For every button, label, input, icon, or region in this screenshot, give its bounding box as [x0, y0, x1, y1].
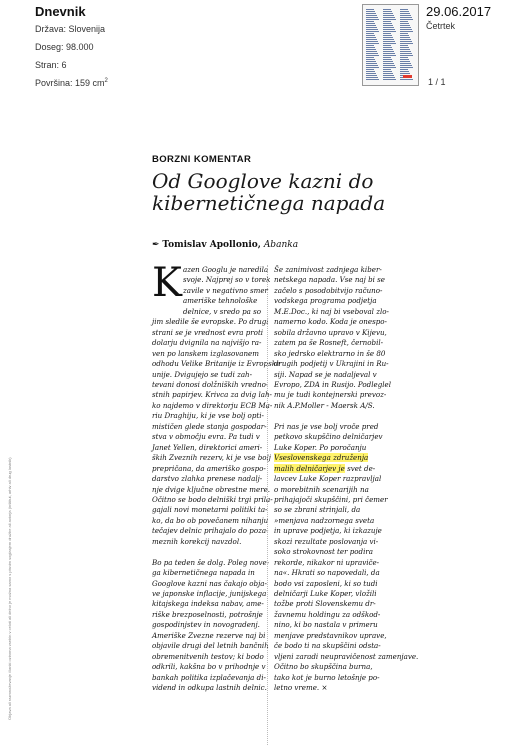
page-label: Stran: 6: [35, 60, 67, 70]
publication-name: Dnevnik: [35, 4, 86, 19]
highlighted-text: Vseslovenskega združenja: [274, 453, 369, 463]
thumbnail-line: [366, 21, 374, 22]
text-line: in uprave podjetja, ki izkazuje: [274, 526, 382, 536]
thumbnail-line: [366, 53, 378, 54]
thumbnail-line: [366, 23, 375, 24]
text-line: nje dvige ključne obrestne mere.: [152, 484, 271, 494]
text-line: bankah politika izplačevanja di-: [152, 672, 266, 682]
text-line: letno vreme. ×: [274, 683, 328, 693]
country-label: Država: Slovenija: [35, 24, 106, 34]
thumbnail-line: [383, 73, 393, 74]
thumbnail-line: [400, 67, 413, 68]
thumbnail-line: [383, 61, 393, 62]
thumbnail-line: [366, 17, 378, 18]
text-line: Janet Yellen, direktorici ameri-: [152, 442, 263, 452]
thumbnail-line: [383, 43, 396, 44]
thumbnail-line: [400, 27, 411, 28]
text-line: stva v območju evra. Pa tudi v: [152, 432, 260, 442]
text-line: objavile drugi del letnih bančnih: [152, 641, 269, 651]
text-line: gajali novi monetarni politiki ta-: [152, 505, 268, 515]
text-line: o morebitnih scenarijih na: [274, 484, 369, 494]
thumbnail-line: [383, 45, 391, 46]
text-line: menjave predstavnikov uprave,: [274, 630, 387, 640]
text-line: ko, da bo ob povečanem nihanju: [152, 515, 269, 525]
text-line: riu Draghiju, ki je vse bolj opti-: [152, 411, 264, 421]
text-line: sobila državno upravo v Kijevu,: [274, 327, 387, 337]
thumbnail-column: [366, 9, 379, 81]
thumbnail-line: [366, 25, 376, 26]
thumbnail-column: [400, 9, 413, 81]
thumbnail-line: [383, 69, 391, 70]
thumbnail-line: [366, 39, 377, 40]
thumbnail-line: [383, 63, 394, 64]
thumbnail-line: [383, 13, 393, 14]
text-line: lavcev Luke Koper razpravljal: [274, 474, 382, 484]
weekday-label: Četrtek: [426, 21, 456, 31]
text-line: mu je tudi kontejnerski prevoz-: [274, 390, 387, 400]
thumbnail-line: [383, 53, 395, 54]
text-line: obremenitvenih testov; ki bodo: [152, 651, 264, 661]
thumbnail-line: [400, 43, 413, 44]
copyright-side-note: Objava ali razmnoževanje članki oziroma vsebin v celoti ali delno je možna samo s pisnim soglasjem družbe ali avtorja (inštitut, arhiv ali drug lastnik): [7, 457, 12, 720]
text-line: ga kibernetičnega napada in: [152, 568, 255, 578]
thumbnail-line: [400, 55, 413, 56]
page-count: 1 / 1: [428, 77, 446, 87]
text-line: Ameriške Zvezne rezerve naj bi: [152, 630, 266, 640]
text-line: delnice, v sredo pa so: [183, 306, 262, 316]
text-line: odhodu Velike Britanije iz Evropske: [152, 359, 281, 369]
text-line: vodskega programa podjetja: [274, 296, 377, 306]
text-line: svoje. Najprej so v torek: [183, 275, 271, 285]
thumbnail-line: [366, 63, 377, 64]
thumbnail-line: [383, 75, 394, 76]
thumbnail-line: [383, 9, 391, 10]
thumbnail-line: [400, 9, 408, 10]
thumbnail-line: [383, 37, 393, 38]
thumbnail-line: [383, 17, 395, 18]
text-line: če bodo ti na skupščini odsta-: [274, 641, 381, 651]
text-line: vljeni zaradi neupravičenost zamenjave.: [274, 651, 419, 661]
paragraph-cyberattack: [274, 265, 391, 411]
text-line: tožbe proti Slovenskemu dr-: [274, 599, 376, 609]
thumbnail-line: [400, 39, 411, 40]
text-line: tevani donosi dolžniških vredno-: [152, 379, 269, 389]
thumbnail-line: [383, 33, 391, 34]
thumbnail-line: [366, 41, 378, 42]
text-line: ko najdemo v direktorju ECB Ma-: [152, 400, 273, 410]
text-line: [274, 453, 386, 463]
thumbnail-line: [400, 29, 412, 30]
thumbnail-line: [366, 31, 379, 32]
text-line: ameriške tehnološke: [183, 296, 258, 306]
thumbnail-line: [383, 31, 396, 32]
thumbnail-line: [400, 23, 409, 24]
thumbnail-line: [383, 25, 393, 26]
text-line: dolarju dvignila na najvišjo ra-: [152, 338, 262, 348]
article-column-left: [152, 260, 281, 694]
thumbnail-highlight: [403, 75, 412, 78]
thumbnail-line: [366, 47, 375, 48]
paragraph-luka-koper: [274, 421, 419, 694]
text-line: »menjava nadzornega sveta: [274, 515, 375, 525]
text-line: odkrili, kakšna bo v prihodnje v: [152, 662, 266, 672]
thumbnail-line: [400, 33, 408, 34]
thumbnail-line: [400, 41, 412, 42]
article-kicker: BORZNI KOMENTAR: [152, 154, 252, 165]
thumbnail-line: [366, 55, 379, 56]
thumbnail-line: [400, 25, 410, 26]
thumbnail-line: [400, 59, 409, 60]
thumbnail-line: [366, 67, 379, 68]
text-line: gospodinjstev in novogradenj.: [152, 620, 260, 630]
thumbnail-line: [400, 35, 409, 36]
text-line: ških Zveznih rezerv, ki je vse bolj: [152, 453, 272, 463]
thumbnail-line: [400, 37, 410, 38]
text-line: Pri nas je vse bolj vroče pred: [274, 421, 379, 431]
page-thumbnail[interactable]: [362, 4, 419, 86]
thumbnail-line: [400, 61, 410, 62]
text-line: vidend in odkupa lastnih delnic.: [152, 683, 267, 693]
text-line: M.E.Doc., ki naj bi vseboval zlo-: [274, 306, 389, 316]
thumbnail-line: [366, 33, 374, 34]
thumbnail-line: [383, 11, 392, 12]
text-line: netskega napada. Vse naj bi se: [274, 275, 385, 285]
text-line: meznih korekcij navzdol.: [152, 536, 242, 546]
thumbnail-line: [366, 79, 379, 80]
text-line: malih delničarjev je svet de-: [274, 463, 376, 473]
text-line: bodo vsi zaposleni, ki so tudi: [274, 578, 378, 588]
thumbnail-line: [400, 79, 413, 80]
thumbnail-line: [383, 27, 394, 28]
thumbnail-line: [400, 57, 408, 58]
text-line: [152, 547, 264, 557]
text-line: rekorde, nikakor ni upraviče-: [274, 557, 380, 567]
thumbnail-line: [366, 75, 377, 76]
text-line: sko jedrsko elektrarno in še 80: [274, 348, 386, 358]
text-line: zatem pa še Rosneft, černobil-: [274, 338, 383, 348]
thumbnail-line: [383, 57, 391, 58]
text-line: azen Googlu je naredila: [183, 265, 269, 274]
text-line: strani se je vrednost evra proti: [152, 327, 264, 337]
thumbnail-line: [366, 13, 376, 14]
thumbnail-line: [383, 41, 395, 42]
thumbnail-line: [383, 55, 396, 56]
text-line: jim sledile še evropske. Po drugi: [152, 317, 269, 327]
thumbnail-line: [400, 65, 412, 66]
column-divider: [267, 265, 268, 745]
thumbnail-line: [400, 49, 410, 50]
text-line: namerno kodo. Koda je onespo-: [274, 317, 387, 327]
thumbnail-line: [383, 23, 392, 24]
thumbnail-line: [400, 53, 412, 54]
thumbnail-line: [366, 27, 377, 28]
thumbnail-line: [366, 15, 377, 16]
thumbnail-line: [400, 13, 410, 14]
text-line: tako kot je burno letošnje po-: [274, 672, 380, 682]
text-line: skozi rezultate poslovanja vi-: [274, 536, 379, 546]
text-line: začelo s posodobitvijo računo-: [274, 285, 383, 295]
drop-cap: K: [152, 260, 182, 306]
thumbnail-line: [400, 11, 409, 12]
thumbnail-line: [400, 15, 411, 16]
text-line: ve japonske inflacije, junijskega: [152, 589, 267, 599]
date-label: 29.06.2017: [426, 4, 492, 19]
text-line: unije. Dvigujejo se tudi zah-: [152, 369, 253, 379]
pen-icon: ✒: [152, 240, 160, 250]
text-line: Očitno se bodo delniški trgi prila-: [152, 494, 273, 504]
thumbnail-line: [366, 71, 375, 72]
thumbnail-column: [383, 9, 396, 81]
thumbnail-line: [400, 21, 408, 22]
text-line: riške brezposelnosti, potrošnje: [152, 609, 263, 619]
text-line: prihajajoči skupščini, pri čemer: [274, 494, 388, 504]
thumbnail-line: [366, 65, 378, 66]
thumbnail-line: [366, 61, 376, 62]
text-line: nino, ki bo nastala v primeru: [274, 620, 378, 630]
thumbnail-line: [366, 19, 379, 20]
text-line: ven po lanskem izglasovanem: [152, 348, 259, 358]
thumbnail-line: [400, 63, 411, 64]
thumbnail-line: [383, 51, 394, 52]
text-line: Luke Koper. Po poročanju: [274, 442, 367, 452]
text-line: tečajev delnic prihajalo do poza-: [152, 526, 269, 536]
text-line: darstvo zlahka prenese nadalj-: [152, 474, 263, 484]
text-line: so se zbrani strinjali, da: [274, 505, 361, 515]
thumbnail-line: [400, 45, 408, 46]
text-line: Evropo, ZDA in Rusijo. Podleglel: [274, 379, 391, 389]
thumbnail-line: [400, 19, 413, 20]
text-line: Še zanimivost zadnjega kiber-: [274, 265, 382, 274]
thumbnail-line: [383, 47, 392, 48]
thumbnail-line: [366, 69, 374, 70]
text-line: Očitno bo skupščina burna,: [274, 662, 373, 672]
text-line: stnih papirjev. Krivca za dvig lah-: [152, 390, 272, 400]
thumbnail-line: [383, 77, 395, 78]
thumbnail-line: [383, 67, 396, 68]
thumbnail-line: [366, 9, 374, 10]
thumbnail-line: [383, 59, 392, 60]
thumbnail-line: [383, 29, 395, 30]
text-line: petkovo skupščino delničarjev: [274, 432, 383, 442]
text-line: soko strokovnost ter podira: [274, 547, 373, 557]
thumbnail-line: [366, 43, 379, 44]
article-byline: [152, 240, 298, 250]
area-label: Površina: 159 $cm^2$: [35, 78, 108, 88]
thumbnail-line: [400, 73, 410, 74]
text-line: Googlove kazni nas čakajo obja-: [152, 578, 267, 588]
text-line: nik A.P.Moller - Maersk A/S.: [274, 400, 375, 410]
thumbnail-line: [383, 65, 395, 66]
thumbnail-line: [400, 17, 412, 18]
thumbnail-line: [383, 79, 396, 80]
thumbnail-line: [366, 59, 375, 60]
thumbnail-line: [383, 15, 394, 16]
article-column-right: [274, 265, 419, 694]
thumbnail-line: [383, 39, 394, 40]
text-line: mističen glede stanja gospodar-: [152, 421, 267, 431]
thumbnail-line: [366, 37, 376, 38]
author-organization: Abanka: [263, 240, 299, 250]
thumbnail-line: [383, 49, 393, 50]
article-headline: Od Googlove kazni do kibernetičnega napada: [152, 169, 386, 215]
thumbnail-line: [366, 73, 376, 74]
thumbnail-line: [366, 29, 378, 30]
text-line: kitajskega indeksa nabav, ame-: [152, 599, 264, 609]
thumbnail-line: [366, 51, 377, 52]
text-line: siji. Napad se je nadaljeval v: [274, 369, 377, 379]
text-line: drugih podjetij v Ukrajini in Ru-: [274, 359, 389, 369]
thumbnail-line: [383, 19, 396, 20]
thumbnail-line: [383, 71, 392, 72]
text-line: Bo pa teden še dolg. Poleg nove-: [152, 557, 270, 567]
author-name: Tomislav Apollonio,: [162, 240, 261, 250]
text-line: delničarji Luke Koper, vložili: [274, 589, 377, 599]
thumbnail-line: [366, 11, 375, 12]
reach-label: Doseg: 98.000: [35, 42, 94, 52]
thumbnail-line: [366, 45, 374, 46]
thumbnail-line: [383, 35, 392, 36]
thumbnail-line: [383, 21, 391, 22]
thumbnail-line: [400, 71, 409, 72]
thumbnail-line: [400, 69, 408, 70]
text-line: žavnemu holdingu za odškod-: [274, 609, 381, 619]
thumbnail-line: [400, 51, 411, 52]
highlighted-text: malih delničarjev je: [274, 463, 345, 473]
text-line: prepričana, da ameriško gospo-: [152, 463, 266, 473]
thumbnail-line: [366, 35, 375, 36]
thumbnail-line: [366, 57, 374, 58]
text-line: zavile v negativno smer: [183, 285, 268, 295]
thumbnail-line: [400, 47, 409, 48]
thumbnail-line: [366, 77, 378, 78]
thumbnail-line: [400, 31, 413, 32]
text-line: na«. Hkrati so napovedali, da: [274, 568, 380, 578]
thumbnail-line: [366, 49, 376, 50]
